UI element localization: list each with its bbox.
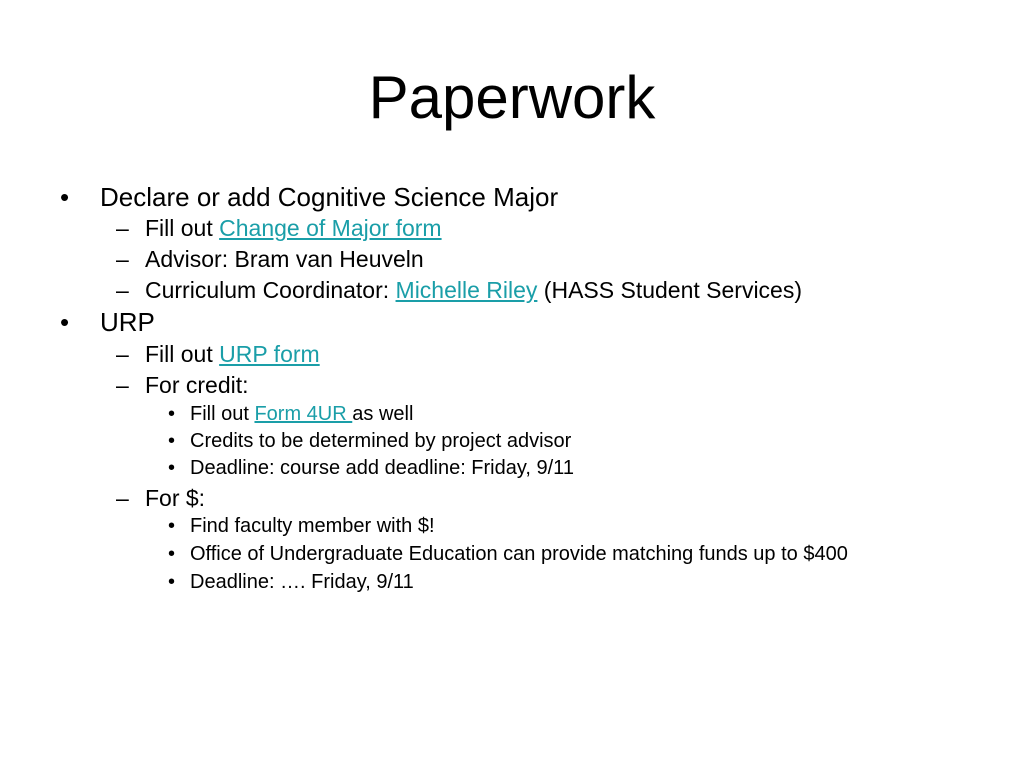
item-text: Credits to be determined by project advisor bbox=[190, 430, 572, 452]
dash-marker: – bbox=[116, 485, 129, 511]
item-text: Deadline: course add deadline: Friday, 9/11 bbox=[190, 457, 574, 479]
list-item bbox=[100, 307, 155, 337]
item-text: Fill out bbox=[145, 215, 220, 241]
list-item bbox=[100, 182, 558, 212]
dash-marker: – bbox=[116, 277, 129, 303]
item-text: For credit: bbox=[145, 372, 249, 398]
bullet-marker: • bbox=[168, 430, 176, 452]
form-4ur-link[interactable]: Form 4UR bbox=[254, 403, 353, 425]
list-item bbox=[145, 246, 424, 273]
bullet-marker: • bbox=[168, 403, 176, 425]
item-text: Curriculum Coordinator: bbox=[145, 277, 396, 303]
item-text: Office of Undergraduate Education can provide matching funds up to $400 bbox=[190, 543, 848, 565]
item-text-suffix: (HASS Student Services) bbox=[537, 277, 803, 303]
item-text: Fill out bbox=[145, 341, 220, 367]
list-item bbox=[190, 456, 574, 480]
bullet-marker: • bbox=[168, 543, 176, 565]
item-text: For $: bbox=[145, 485, 206, 511]
item-text: URP bbox=[100, 307, 155, 337]
list-item bbox=[190, 402, 413, 426]
list-item bbox=[145, 215, 442, 242]
list-item bbox=[190, 429, 571, 453]
list-item bbox=[145, 372, 249, 399]
item-text-suffix: as well bbox=[352, 403, 414, 425]
bullet-marker: • bbox=[60, 307, 70, 337]
item-text: Fill out bbox=[190, 403, 255, 425]
bullet-marker: • bbox=[60, 182, 70, 212]
dash-marker: – bbox=[116, 372, 129, 398]
michelle-riley-link[interactable]: Michelle Riley bbox=[395, 277, 538, 303]
item-text: Advisor: Bram van Heuveln bbox=[145, 246, 424, 272]
bullet-marker: • bbox=[168, 515, 176, 537]
change-of-major-form-link[interactable]: Change of Major form bbox=[219, 215, 442, 241]
item-text: Declare or add Cognitive Science Major bbox=[100, 182, 559, 212]
item-text: Deadline: …. Friday, 9/11 bbox=[190, 571, 414, 593]
list-item bbox=[145, 277, 802, 304]
list-item bbox=[145, 485, 205, 512]
slide-title: Paperwork bbox=[368, 64, 656, 131]
list-item bbox=[190, 514, 435, 538]
list-item bbox=[190, 570, 414, 594]
list-item bbox=[145, 341, 320, 368]
list-item bbox=[190, 542, 848, 566]
urp-form-link[interactable]: URP form bbox=[219, 341, 320, 367]
bullet-marker: • bbox=[168, 571, 176, 593]
dash-marker: – bbox=[116, 246, 129, 272]
dash-marker: – bbox=[116, 215, 129, 241]
dash-marker: – bbox=[116, 341, 129, 367]
item-text: Find faculty member with $! bbox=[190, 515, 435, 537]
bullet-marker: • bbox=[168, 457, 176, 479]
